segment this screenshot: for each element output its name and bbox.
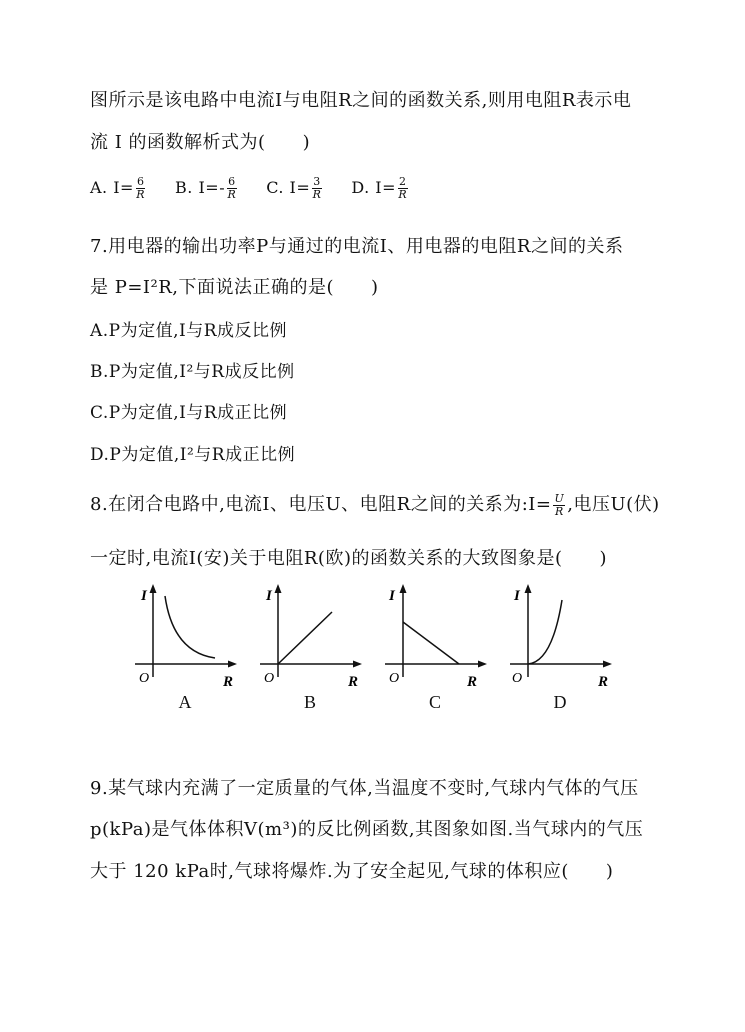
graph-d-y-label: I — [514, 588, 520, 604]
graph-a-x-label: R — [223, 674, 234, 690]
q8-graph-options — [125, 582, 625, 722]
q7-option-b: B.P为定值,I²与R成反比例 — [90, 362, 295, 382]
q6-options — [90, 176, 432, 201]
graph-b-label: B — [303, 692, 316, 712]
q6-option-a: A. I= $\frac{6}{R}$ — [90, 175, 146, 201]
graph-b-origin: O — [264, 671, 275, 686]
q8-line1: 8.在闭合电路中,电流I、电压U、电阻R之间的关系为:I= $\frac{U}{R}$ ,电压U(伏) — [90, 491, 660, 518]
q8-line2: 一定时,电流I(安)关于电阻R(欧)的函数关系的大致图象是( ) — [90, 548, 608, 569]
q9-line1: 9.某气球内充满了一定质量的气体,当温度不变时,气球内气体的气压 — [90, 778, 639, 799]
graph-c — [375, 582, 495, 722]
q7-line2: 是 P=I²R,下面说法正确的是( ) — [90, 277, 379, 298]
graph-b-y-label: I — [266, 588, 272, 604]
q9-line3: 大于 120 kPa时,气球将爆炸.为了安全起见,气球的体积应( ) — [90, 861, 614, 882]
graph-d-origin: O — [512, 671, 523, 686]
graph-a-plot — [125, 582, 245, 692]
q6-option-c: C. I= $\frac{3}{R}$ — [266, 175, 322, 201]
q9-line2: p(kPa)是气体体积V(m³)的反比例函数,其图象如图.当气球内的气压 — [90, 819, 644, 840]
graph-a-y-label: I — [141, 588, 147, 604]
graph-c-plot — [375, 582, 495, 692]
q6-line2: 流 I 的函数解析式为( ) — [90, 132, 311, 153]
graph-d-plot — [500, 582, 620, 692]
q7-option-c: C.P为定值,I与R成正比例 — [90, 403, 288, 423]
q6-option-b: B. I=- $\frac{6}{R}$ — [175, 175, 237, 201]
q6-line1: 图所示是该电路中电流I与电阻R之间的函数关系,则用电阻R表示电 — [90, 90, 632, 111]
graph-d-x-label: R — [598, 674, 609, 690]
graph-a-origin: O — [139, 671, 150, 686]
graph-b-plot — [250, 582, 370, 692]
graph-c-label: C — [428, 692, 441, 712]
graph-a-label: A — [178, 692, 192, 712]
graph-b-x-label: R — [348, 674, 359, 690]
graph-c-y-label: I — [389, 588, 395, 604]
graph-d — [500, 582, 620, 722]
q7-option-d: D.P为定值,I²与R成正比例 — [90, 445, 296, 465]
graph-a — [125, 582, 245, 722]
graph-c-origin: O — [389, 671, 400, 686]
q6-option-d: D. I= $\frac{2}{R}$ — [351, 175, 408, 201]
q7-option-a: A.P为定值,I与R成反比例 — [90, 321, 288, 341]
q7-line1: 7.用电器的输出功率P与通过的电流I、用电器的电阻R之间的关系 — [90, 236, 624, 257]
graph-b — [250, 582, 370, 722]
graph-d-label: D — [553, 692, 567, 712]
graph-c-x-label: R — [467, 674, 478, 690]
